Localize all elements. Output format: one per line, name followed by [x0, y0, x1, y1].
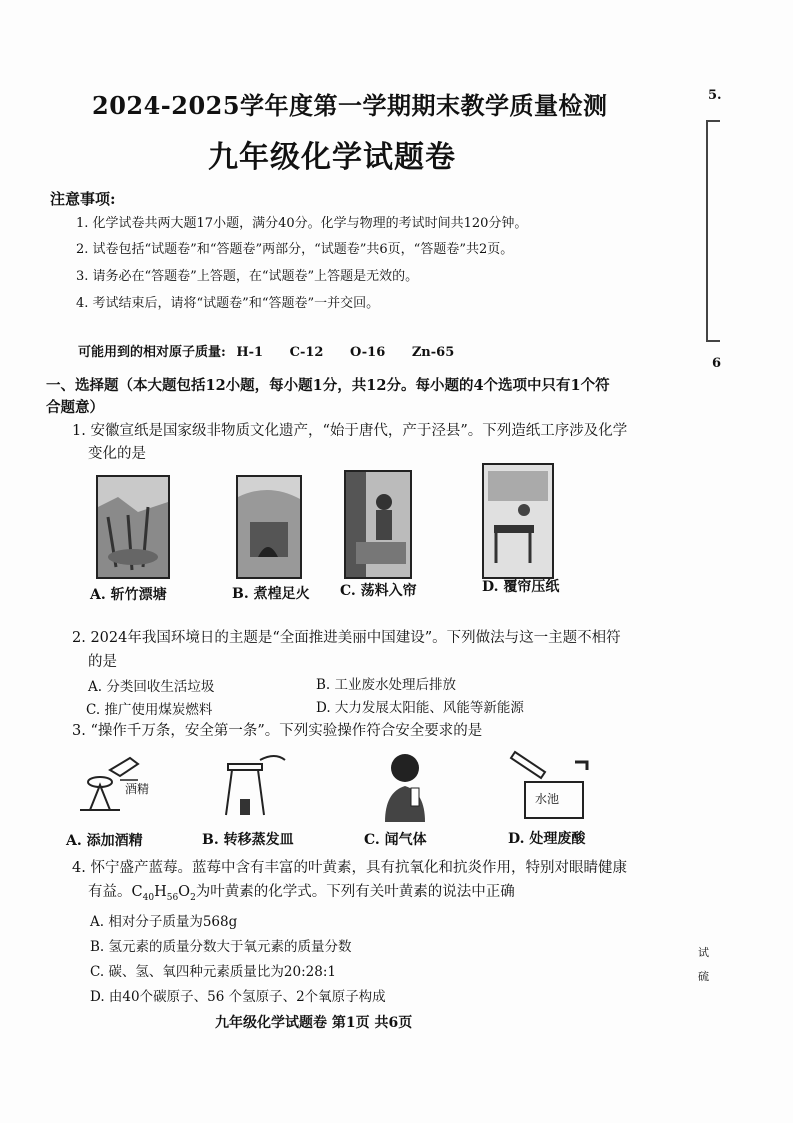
- q2-option-c: C. 推广使用煤炭燃料: [86, 702, 213, 718]
- note-item: 3. 请务必在“答题卷”上答题，在“试题卷”上答题是无效的。: [76, 269, 419, 284]
- q2-option-b: B. 工业废水处理后排放: [316, 677, 457, 693]
- margin-rule: [706, 120, 708, 342]
- q1-option-a: A. 斩竹漂塘: [90, 587, 167, 603]
- margin-question-6: 6: [712, 356, 722, 371]
- q1-image-d: [482, 463, 554, 579]
- q2-stem-line2: 的是: [88, 654, 117, 670]
- q3-label-sink: 水池: [535, 792, 560, 806]
- margin-fragment: 试: [698, 946, 709, 959]
- q3-stem: 3. “操作千万条，安全第一条”。下列实验操作符合安全要求的是: [72, 723, 483, 739]
- notes-heading: 注意事项:: [50, 190, 116, 208]
- q3-option-b: B. 转移蒸发皿: [202, 832, 294, 848]
- margin-tick: [706, 120, 720, 122]
- q3-option-c: C. 闻气体: [364, 832, 427, 848]
- q4-option-c: C. 碳、氢、氧四种元素质量比为20:28:1: [90, 964, 336, 980]
- q2-option-a: A. 分类回收生活垃圾: [88, 679, 215, 695]
- page-footer: 九年级化学试题卷 第1页 共6页: [215, 1015, 413, 1031]
- q1-option-d: D. 覆帘压纸: [482, 579, 560, 595]
- paper-title: 九年级化学试题卷: [208, 140, 456, 175]
- note-item: 2. 试卷包括“试题卷”和“答题卷”两部分，“试题卷”共6页，“答题卷”共2页。: [76, 242, 514, 257]
- q1-image-a: [96, 475, 170, 579]
- q1-option-c: C. 荡料入帘: [340, 583, 417, 599]
- margin-fragment: 硫: [698, 970, 709, 983]
- q4-option-b: B. 氢元素的质量分数大于氧元素的质量分数: [90, 939, 352, 955]
- section-heading: 一、选择题（本大题包括12小题，每小题1分，共12分。每小题的4个选项中只有1个符合题意）: [46, 377, 610, 416]
- q4-option-d: D. 由40个碳原子、56 个氢原子、2个氧原子构成: [90, 989, 386, 1005]
- atomic-mass-c: C-12: [289, 345, 324, 360]
- atomic-masses-label: 可能用到的相对原子质量:: [78, 345, 226, 360]
- q1-stem-line1: 1. 安徽宣纸是国家级非物质文化遗产，“始于唐代，产于泾县”。下列造纸工序涉及化学: [72, 423, 628, 439]
- atomic-mass-zn: Zn-65: [411, 345, 455, 360]
- atomic-mass-o: O-16: [349, 345, 386, 360]
- atomic-masses: [78, 341, 476, 360]
- note-item: 4. 考试结束后，请将“试题卷”和“答题卷”一并交回。: [76, 296, 380, 311]
- q2-option-d: D. 大力发展太阳能、风能等新能源: [316, 700, 524, 716]
- atomic-mass-h: H-1: [236, 345, 264, 360]
- q1-image-c: [344, 470, 412, 579]
- note-item: 1. 化学试卷共两大题17小题，满分40分。化学与物理的考试时间共120分钟。: [76, 216, 528, 231]
- margin-tick: [706, 340, 720, 342]
- q3-option-d: D. 处理废酸: [508, 831, 586, 847]
- q3-image-a: [70, 750, 170, 820]
- margin-question-5: 5.: [708, 88, 722, 103]
- q3-option-a: A. 添加酒精: [66, 833, 143, 849]
- q3-image-b: [210, 750, 290, 820]
- q4-stem-line2: 有益。$C_{40}H_{56}O_2$为叶黄素的化学式。下列有关叶黄素的说法中正确: [88, 884, 515, 903]
- exam-title: 2024-2025学年度第一学期期末教学质量检测: [92, 91, 608, 120]
- q1-option-b: B. 煮楻足火: [232, 586, 310, 602]
- q4-option-a: A. 相对分子质量为568g: [90, 914, 238, 930]
- q1-stem-line2: 变化的是: [88, 446, 146, 462]
- q3-image-d: [505, 742, 595, 822]
- q2-stem-line1: 2. 2024年我国环境日的主题是“全面推进美丽中国建设”。下列做法与这一主题不相符: [72, 630, 621, 646]
- q3-label-alcohol: 酒精: [125, 782, 150, 796]
- q4-stem-line1: 4. 怀宁盛产蓝莓。蓝莓中含有丰富的叶黄素，具有抗氧化和抗炎作用，特别对眼睛健康: [72, 860, 627, 876]
- q1-image-b: [236, 475, 302, 579]
- q3-image-c: [375, 748, 435, 822]
